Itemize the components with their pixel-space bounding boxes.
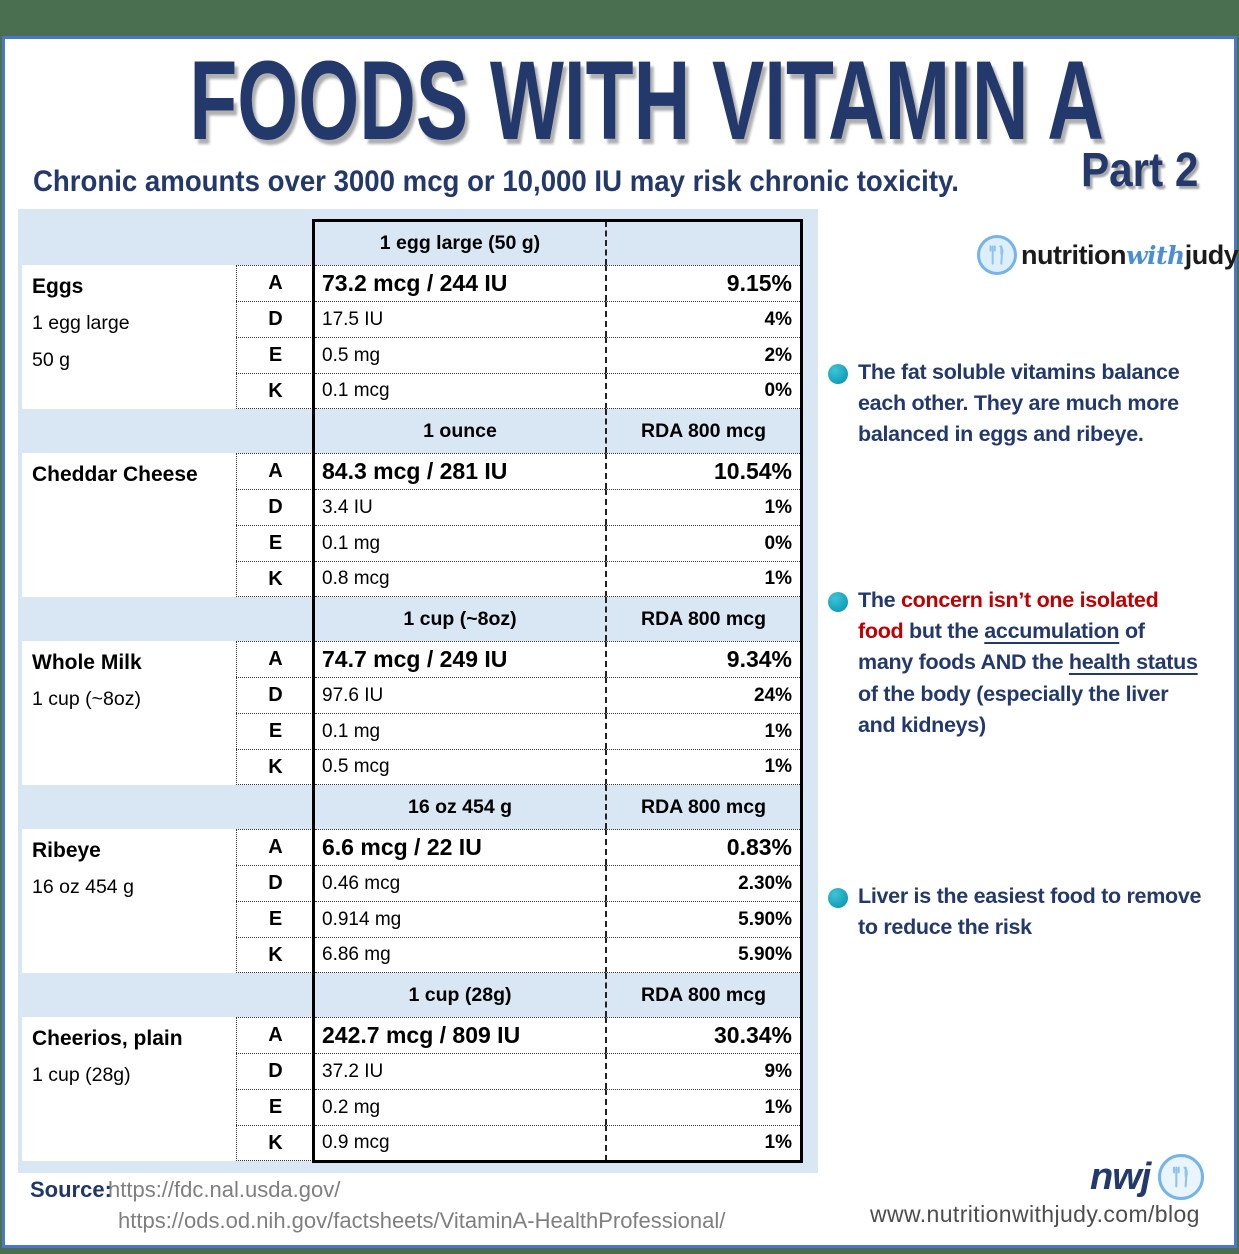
rda-header: RDA 800 mcg xyxy=(605,785,800,829)
vitamin-letter: A xyxy=(236,453,315,489)
food-cell xyxy=(22,1017,236,1161)
table-sections xyxy=(18,221,800,1161)
vitamin-percent: 9% xyxy=(605,1053,800,1089)
food-sub: 1 cup (28g) xyxy=(32,1064,131,1086)
food-name: Eggs xyxy=(32,275,84,298)
vitamin-letter: E xyxy=(236,713,315,749)
note-segment: but the xyxy=(903,619,985,644)
serving-header: 1 ounce xyxy=(423,419,497,442)
vitamin-amount: 0.46 mcg xyxy=(315,865,605,901)
content-card xyxy=(2,36,1237,1248)
part-label: Part 2 xyxy=(1080,144,1198,197)
vitamin-amount: 6.86 mg xyxy=(315,937,605,973)
table-section-ribeye xyxy=(18,785,800,973)
vitamin-percent: 9.15% xyxy=(605,265,800,301)
vitamin-amount: 73.2 mcg / 244 IU xyxy=(315,265,605,301)
rda-header: RDA 800 mcg xyxy=(605,409,800,453)
vitamin-letter: A xyxy=(236,1017,315,1053)
vitamin-amount: 97.6 IU xyxy=(315,677,605,713)
nwj-wordmark: nwj xyxy=(1090,1155,1151,1198)
table-section-cheerios xyxy=(18,973,800,1161)
vitamin-letter: K xyxy=(236,937,315,973)
vitamin-percent: 30.34% xyxy=(605,1017,800,1053)
vitamin-letter: E xyxy=(236,337,315,373)
note-accumulation xyxy=(825,585,1205,741)
note-text xyxy=(858,357,1203,451)
rda-header: RDA 800 mcg xyxy=(605,973,800,1017)
vitamin-percent: 5.90% xyxy=(605,901,800,937)
vitamin-amount: 0.9 mcg xyxy=(315,1125,605,1161)
vitamin-letter: K xyxy=(236,561,315,597)
vitamin-table xyxy=(18,209,818,1173)
vitamin-amount: 84.3 mcg / 281 IU xyxy=(315,453,605,489)
page-subtitle: Chronic amounts over 3000 mcg or 10,000 IU may risk chronic toxicity. xyxy=(33,165,959,198)
vitamin-amount: 242.7 mcg / 809 IU xyxy=(315,1017,605,1053)
food-name: Whole Milk xyxy=(32,651,142,674)
website-link[interactable]: www.nutritionwithjudy.com/blog xyxy=(870,1201,1200,1227)
note-segment-underline: accumulation xyxy=(984,619,1120,644)
vitamin-amount: 0.1 mg xyxy=(315,713,605,749)
bullet-icon xyxy=(828,592,848,612)
food-sub: 1 cup (~8oz) xyxy=(32,688,141,710)
page-title: FOODS WITH VITAMIN A xyxy=(189,38,1104,163)
vitamin-letter: D xyxy=(236,1053,315,1089)
brand-word-with: with xyxy=(1125,240,1185,270)
food-name: Cheddar Cheese xyxy=(32,463,198,486)
note-segment: of the body (especially the liver and kidneys) xyxy=(858,681,1169,737)
vitamin-percent: 1% xyxy=(605,489,800,525)
vitamin-percent: 1% xyxy=(605,561,800,597)
serving-header: 1 cup (~8oz) xyxy=(403,607,517,630)
vitamin-percent: 0.83% xyxy=(605,829,800,865)
vitamin-percent: 1% xyxy=(605,1125,800,1161)
source-link-1[interactable]: https://fdc.nal.usda.gov/ xyxy=(108,1177,341,1202)
note-liver xyxy=(825,881,1205,943)
vitamin-percent: 10.54% xyxy=(605,453,800,489)
vitamin-amount: 3.4 IU xyxy=(315,489,605,525)
vitamin-letter: E xyxy=(236,901,315,937)
food-sub: 16 oz 454 g xyxy=(32,876,134,898)
note-balanced-vitamins xyxy=(825,357,1205,451)
note-segment: The fat soluble vitamins balance each other. They are much more balanced in eggs and ribeye. xyxy=(858,360,1180,447)
food-cell xyxy=(22,265,236,409)
vitamin-percent: 24% xyxy=(605,677,800,713)
vitamin-percent: 2% xyxy=(605,337,800,373)
note-segment: Liver is the easiest food to remove to reduce the risk xyxy=(858,884,1202,940)
brand-word-judy: judy xyxy=(1184,239,1239,270)
vitamin-percent: 1% xyxy=(605,1089,800,1125)
vitamin-percent: 9.34% xyxy=(605,641,800,677)
note-text xyxy=(858,881,1203,943)
rda-header: RDA 800 mcg xyxy=(605,597,800,641)
vitamin-percent: 5.90% xyxy=(605,937,800,973)
food-sub: 1 egg large xyxy=(32,312,130,334)
vitamin-amount: 37.2 IU xyxy=(315,1053,605,1089)
vitamin-percent: 2.30% xyxy=(605,865,800,901)
vitamin-amount: 0.2 mg xyxy=(315,1089,605,1125)
vitamin-letter: D xyxy=(236,677,315,713)
note-text xyxy=(858,585,1203,741)
food-name: Ribeye xyxy=(32,839,101,862)
vitamin-letter: K xyxy=(236,373,315,409)
bullet-icon xyxy=(828,888,848,908)
vitamin-amount: 0.914 mg xyxy=(315,901,605,937)
vitamin-percent: 1% xyxy=(605,713,800,749)
vitamin-letter: D xyxy=(236,489,315,525)
serving-header: 16 oz 454 g xyxy=(407,795,513,818)
brand-logo xyxy=(977,235,1238,275)
vitamin-amount: 74.7 mcg / 249 IU xyxy=(315,641,605,677)
table-section-eggs xyxy=(18,221,800,409)
brand-word-nutrition: nutrition xyxy=(1021,239,1126,270)
vitamin-percent: 0% xyxy=(605,373,800,409)
vitamin-amount: 17.5 IU xyxy=(315,301,605,337)
serving-header: 1 cup (28g) xyxy=(408,983,512,1006)
food-name: Cheerios, plain xyxy=(32,1027,183,1050)
vitamin-amount: 6.6 mcg / 22 IU xyxy=(315,829,605,865)
serving-header: 1 egg large (50 g) xyxy=(379,231,541,254)
vitamin-amount: 0.1 mg xyxy=(315,525,605,561)
fork-knife-icon xyxy=(1158,1154,1204,1200)
vitamin-percent: 4% xyxy=(605,301,800,337)
note-segment-red: concern isn’t one isolated food xyxy=(858,588,1159,644)
vitamin-percent: 1% xyxy=(605,749,800,785)
vitamin-letter: A xyxy=(236,829,315,865)
vitamin-letter: A xyxy=(236,641,315,677)
brand-wordmark xyxy=(1021,240,1238,271)
food-cell xyxy=(22,641,236,785)
note-segment: of many foods AND the xyxy=(858,619,1145,675)
vitamin-letter: E xyxy=(236,525,315,561)
food-sub: 50 g xyxy=(32,349,70,371)
rda-header xyxy=(605,221,800,265)
note-segment-underline: health status xyxy=(1068,650,1198,675)
vitamin-letter: D xyxy=(236,301,315,337)
vitamin-amount: 0.1 mcg xyxy=(315,373,605,409)
food-cell xyxy=(22,829,236,973)
bullet-icon xyxy=(828,364,848,384)
nwj-logo xyxy=(1090,1154,1204,1200)
note-segment: The xyxy=(858,588,901,612)
vitamin-amount: 0.8 mcg xyxy=(315,561,605,597)
table-section-whole-milk xyxy=(18,597,800,785)
table-section-cheddar-cheese xyxy=(18,409,800,597)
source-label: Source: xyxy=(30,1177,112,1202)
vitamin-letter: A xyxy=(236,265,315,301)
vitamin-letter: E xyxy=(236,1089,315,1125)
fork-knife-icon xyxy=(977,235,1017,275)
vitamin-letter: K xyxy=(236,1125,315,1161)
vitamin-letter: K xyxy=(236,749,315,785)
vitamin-amount: 0.5 mg xyxy=(315,337,605,373)
food-cell xyxy=(22,453,236,597)
vitamin-percent: 0% xyxy=(605,525,800,561)
vitamin-amount: 0.5 mcg xyxy=(315,749,605,785)
vitamin-letter: D xyxy=(236,865,315,901)
source-link-2[interactable]: https://ods.od.nih.gov/factsheets/VitaminA-HealthProfessional/ xyxy=(118,1208,726,1233)
